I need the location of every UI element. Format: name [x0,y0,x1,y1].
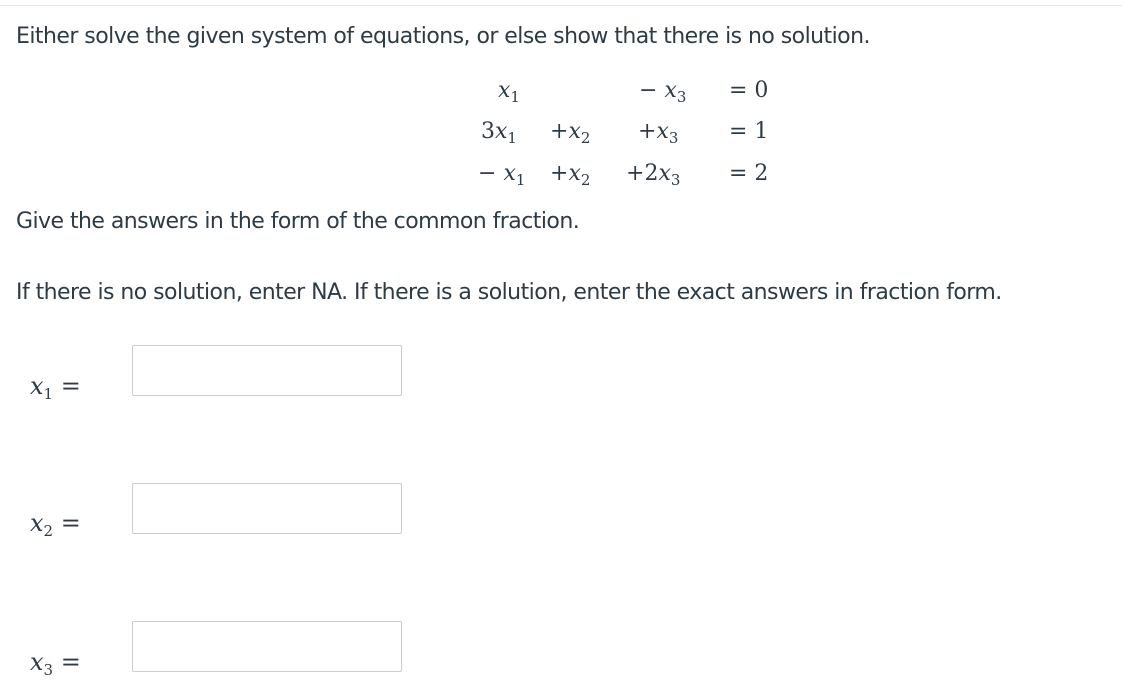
eq2-term-x1: $3x_1$ [481,119,517,147]
eq3-term-x1: − $x_1$ [478,161,526,189]
eq3-term-x3: $+2x_3$ [626,161,681,189]
answer-input-x2[interactable] [132,483,402,534]
eq2-term-x3: $+x_3$ [638,119,679,147]
fraction-instruction: Give the answers in the form of the common fraction. [16,209,580,234]
answer-label-x1: $x_1$ = [30,372,81,403]
question-intro: Either solve the given system of equations, or else show that there is no solution. [16,24,870,49]
eq2-term-x2: $+x_2$ [550,119,591,147]
na-instruction: If there is no solution, enter NA. If there is a solution, enter the exact answers in fraction form. [16,280,1002,305]
answer-input-x1[interactable] [132,345,402,396]
eq1-term-x3: − $x_3$ [639,78,687,106]
eq1-rhs: = 0 [729,78,769,103]
answer-label-x2: $x_2$ = [30,509,81,540]
eq3-term-x2: $+x_2$ [550,161,591,189]
eq2-rhs: = 1 [729,119,769,144]
eq1-term-x1: $x_1$ [498,78,520,106]
top-divider [0,0,1122,6]
answer-label-x3: $x_3$ = [30,648,81,679]
answer-input-x3[interactable] [132,621,402,672]
eq3-rhs: = 2 [729,161,769,186]
